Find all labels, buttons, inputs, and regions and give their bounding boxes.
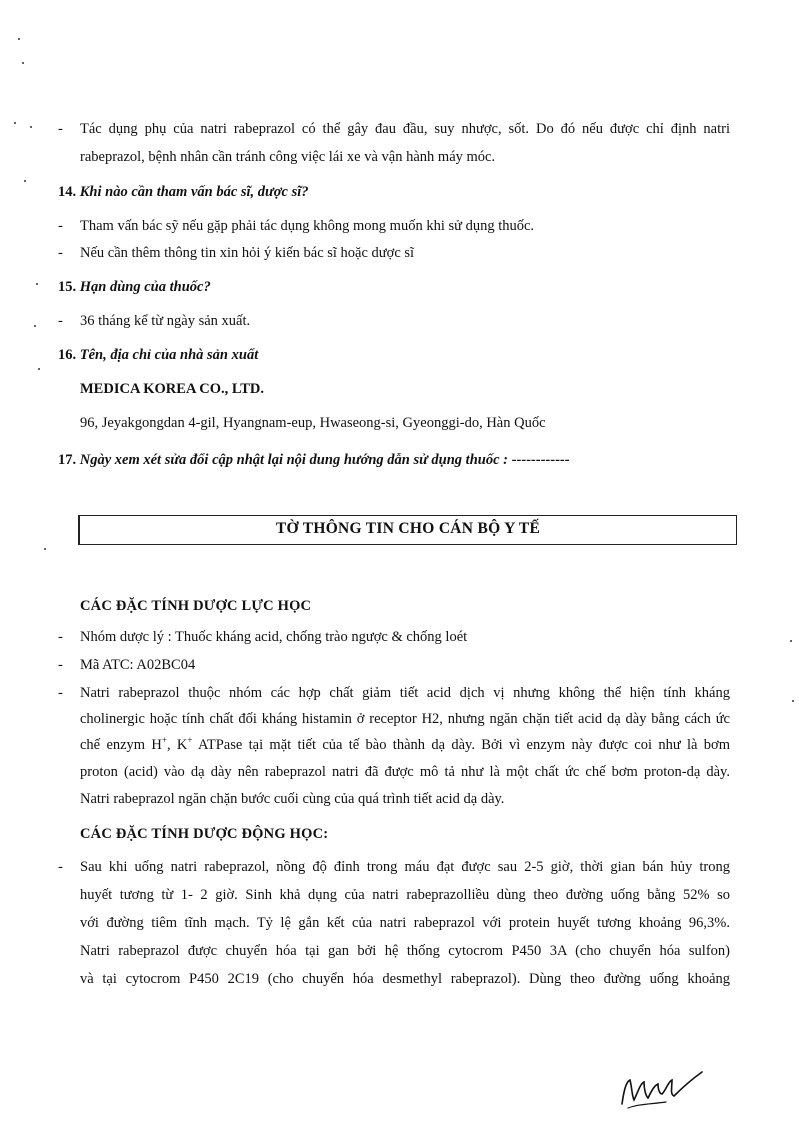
section-16-heading xyxy=(58,346,258,364)
bullet: - xyxy=(58,657,63,673)
section-14-title: Khi nào cần tham vấn bác sĩ, dược sĩ? xyxy=(79,184,309,200)
side-effects-line-2: rabeprazol, bệnh nhân cần tránh công việc lái xe và vận hành máy móc. xyxy=(80,149,496,165)
pharmacokinetics-line-2: huyết tương từ 1- 2 giờ. Sinh khả dụng của natri rabeprazolliều dùng theo đường uống bằng 52% so xyxy=(80,887,730,903)
atc-code: Mã ATC: A02BC04 xyxy=(80,657,196,673)
bullet: - xyxy=(58,313,63,329)
section-17-title: Ngày xem xét sửa đổi cập nhật lại nội dung hướng dẫn sử dụng thuốc : xyxy=(79,452,508,468)
section-15-heading xyxy=(58,278,211,296)
section-16-number: 16. xyxy=(58,347,77,363)
section-15-item-1: 36 tháng kể từ ngày sản xuất. xyxy=(80,313,251,329)
bullet: - xyxy=(58,859,63,875)
section-14-number: 14. xyxy=(58,184,77,200)
pharmacodynamics-line-2: cholinergic hoặc tính chất đối kháng histamin ở receptor H2, nhưng ngăn chặn tiết acid dạ dày bằng cách ức xyxy=(80,711,730,727)
pharmacodynamics-line-3: chế enzym H+, K+ ATPase tại mặt tiết của tế bào thành dạ dày. Bởi vì enzym này được coi như là bơm xyxy=(80,735,730,753)
bullet: - xyxy=(58,218,63,234)
handwritten-signature xyxy=(618,1068,708,1113)
section-14-heading xyxy=(58,183,309,201)
health-staff-banner xyxy=(78,515,737,545)
side-effects-line-1: Tác dụng phụ của natri rabeprazol có thể gây đau đầu, suy nhược, sốt. Do đó nếu được chỉ định natri xyxy=(80,121,730,137)
pharmacokinetics-line-5: và tại cytocrom P450 2C19 (cho chuyển hóa desmethyl rabeprazol). Dùng theo đường uống khoảng xyxy=(80,971,730,987)
pharmacodynamics-line-5: Natri rabeprazol ngăn chặn bước cuối cùng của quá trình tiết acid dạ dày. xyxy=(80,791,505,807)
section-16-title: Tên, địa chỉ của nhà sản xuất xyxy=(79,347,259,363)
section-17-number: 17. xyxy=(58,452,77,468)
pharmacokinetics-line-4: Natri rabeprazol được chuyển hóa tại gan bởi hệ thống cytocrom P450 3A (cho chuyển hóa sulfon) xyxy=(80,943,730,959)
section-14-item-2: Nếu cần thêm thông tin xin hỏi ý kiến bác sĩ hoặc dược sĩ xyxy=(80,245,415,261)
bullet: - xyxy=(58,245,63,261)
bullet: - xyxy=(58,685,63,701)
section-17-blank: ------------ xyxy=(511,452,570,468)
section-14-item-1: Tham vấn bác sỹ nếu gặp phải tác dụng không mong muốn khi sử dụng thuốc. xyxy=(80,218,535,234)
manufacturer-name: MEDICA KOREA CO., LTD. xyxy=(80,381,264,397)
pharmacodynamics-line-4: proton (acid) vào dạ dày nên rabeprazol natri đã được mô tả như là một chất ức chế bơm proton-dạ dày. xyxy=(80,764,730,780)
bullet: - xyxy=(58,121,63,137)
bullet: - xyxy=(58,629,63,645)
banner-title: TỜ THÔNG TIN CHO CÁN BỘ Y TẾ xyxy=(275,520,541,537)
pharmacological-group: Nhóm dược lý : Thuốc kháng acid, chống trào ngược & chống loét xyxy=(80,629,468,645)
manufacturer-address: 96, Jeyakgongdan 4-gil, Hyangnam-eup, Hwaseong-si, Gyeonggi-do, Hàn Quốc xyxy=(80,415,546,431)
pharmacokinetics-line-3: với đường tiêm tĩnh mạch. Tỷ lệ gắn kết của natri rabeprazol với protein huyết tương khoảng 96,3%. xyxy=(80,915,730,931)
pharmacodynamics-title: CÁC ĐẶC TÍNH DƯỢC LỰC HỌC xyxy=(80,598,312,614)
pharmacodynamics-line-1: Natri rabeprazol thuộc nhóm các hợp chất giảm tiết acid dịch vị nhưng không thể hiện tính kháng xyxy=(80,685,730,701)
pharmacokinetics-line-1: Sau khi uống natri rabeprazol, nồng độ đỉnh trong máu đạt được sau 2-5 giờ, thời gian bán hủy trong xyxy=(80,859,730,875)
pharmacokinetics-title: CÁC ĐẶC TÍNH DƯỢC ĐỘNG HỌC: xyxy=(80,826,329,842)
section-15-number: 15. xyxy=(58,279,77,295)
section-15-title: Hạn dùng của thuốc? xyxy=(79,279,211,295)
section-17-heading xyxy=(58,451,570,469)
